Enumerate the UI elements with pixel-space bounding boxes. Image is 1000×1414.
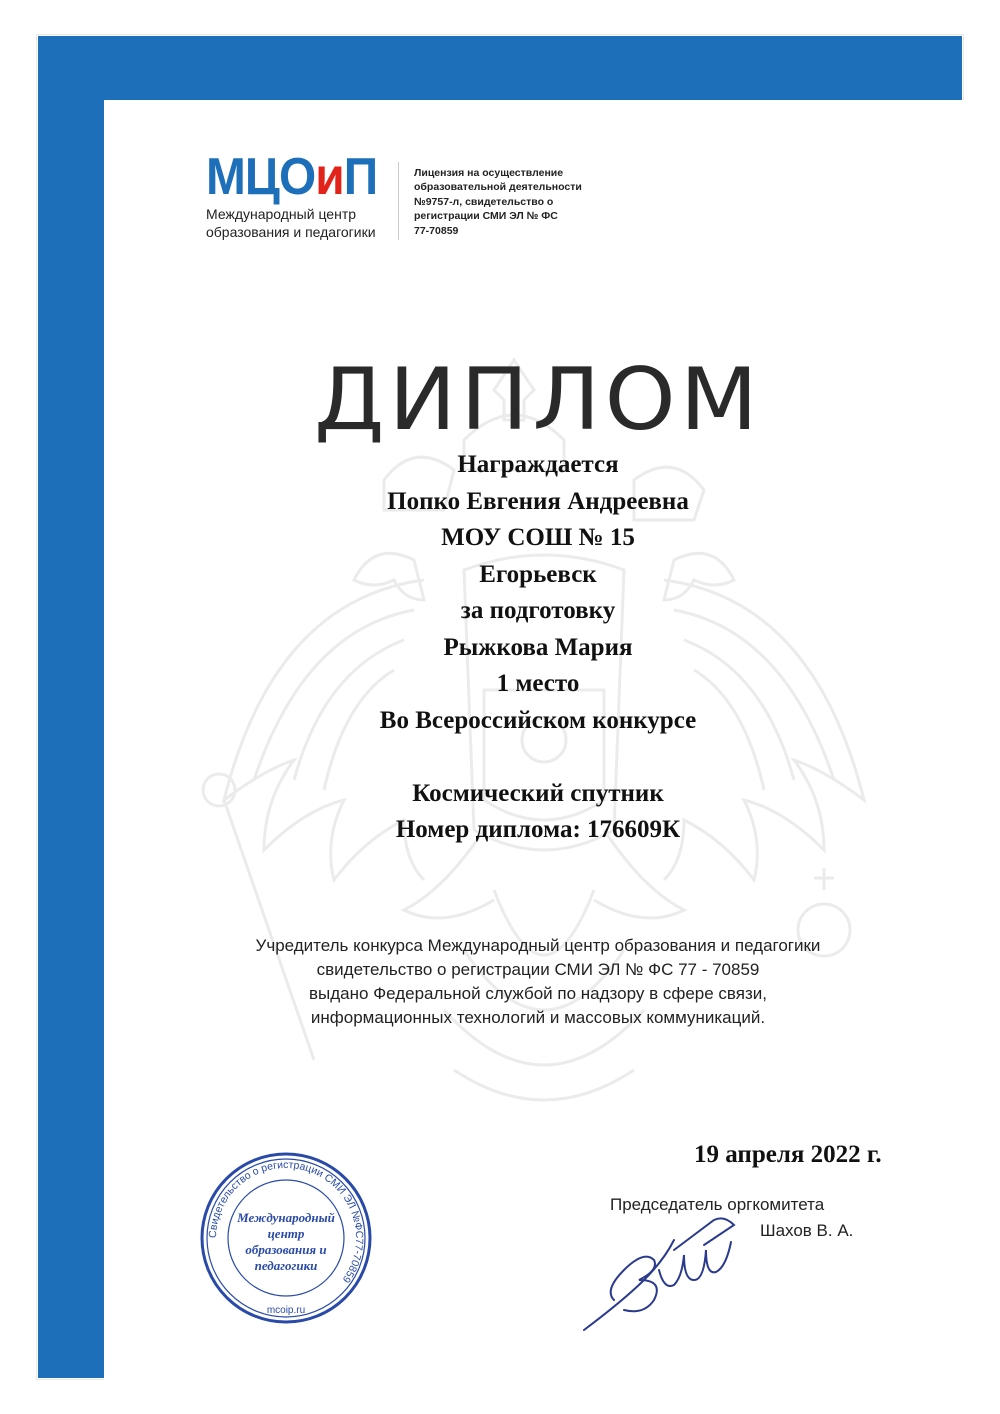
logo-divider xyxy=(398,162,399,240)
founder-line: информационных технологий и массовых коммуникаций. xyxy=(310,1008,766,1027)
stamp-site: mcoip.ru xyxy=(266,1305,306,1316)
founder-line: выдано Федеральной службой по надзору в сфере связи, xyxy=(309,984,767,1003)
issue-date: 19 апреля 2022 г. xyxy=(694,1141,882,1168)
stamp-center-line3: образования и xyxy=(245,1242,327,1257)
student-name: Рыжкова Мария xyxy=(443,634,633,661)
license-line: №9757-л, свидетельство о xyxy=(414,195,554,208)
license-text xyxy=(414,166,614,238)
blue-frame xyxy=(38,36,962,1378)
stamp-ring-text: Свидетельство о регистрации СМИ ЭЛ №ФС77-70859 xyxy=(206,1158,366,1285)
city-name: Егорьевск xyxy=(479,561,597,588)
official-stamp xyxy=(198,1150,374,1326)
reason-label: за подготовку xyxy=(460,597,616,624)
chairman-name: Шахов В. А. xyxy=(760,1221,854,1240)
founder-line: Учредитель конкурса Международный центр образования и педагогики xyxy=(255,936,821,955)
contest-name: Космический спутник xyxy=(412,780,664,807)
awarded-label: Награждается xyxy=(457,451,619,478)
awardee-name: Попко Евгения Андреевна xyxy=(387,488,689,515)
school-name: МОУ СОШ № 15 xyxy=(441,524,635,551)
contest-label: Во Всероссийском конкурсе xyxy=(379,707,697,734)
stamp-center-line4: педагогики xyxy=(254,1258,318,1273)
place-label: 1 место xyxy=(496,670,580,697)
logo-subtitle-line1: Международный центр xyxy=(206,206,357,222)
logo-subtitle-line2: образования и педагогики xyxy=(206,224,376,240)
stamp-center-line2: центр xyxy=(267,1226,305,1241)
diploma-number: Номер диплома: 176609К xyxy=(395,816,681,843)
diploma-title: ДИПЛОМ xyxy=(313,350,763,450)
founder-line: свидетельство о регистрации СМИ ЭЛ № ФС 77 - 70859 xyxy=(316,960,760,979)
diploma-sheet xyxy=(104,100,972,1386)
logo-wordmark: МЦОиП xyxy=(206,148,378,206)
chairman-title: Председатель оргкомитета xyxy=(610,1195,825,1214)
stamp-center-line1: Международный xyxy=(237,1210,335,1225)
chairman-signature xyxy=(574,1210,744,1340)
license-line: образовательной деятельности xyxy=(414,181,582,194)
license-line: 77-70859 xyxy=(414,224,459,237)
license-line: регистрации СМИ ЭЛ № ФС xyxy=(414,210,558,223)
license-line: Лицензия на осуществление xyxy=(414,167,564,179)
founder-info xyxy=(104,934,972,1030)
